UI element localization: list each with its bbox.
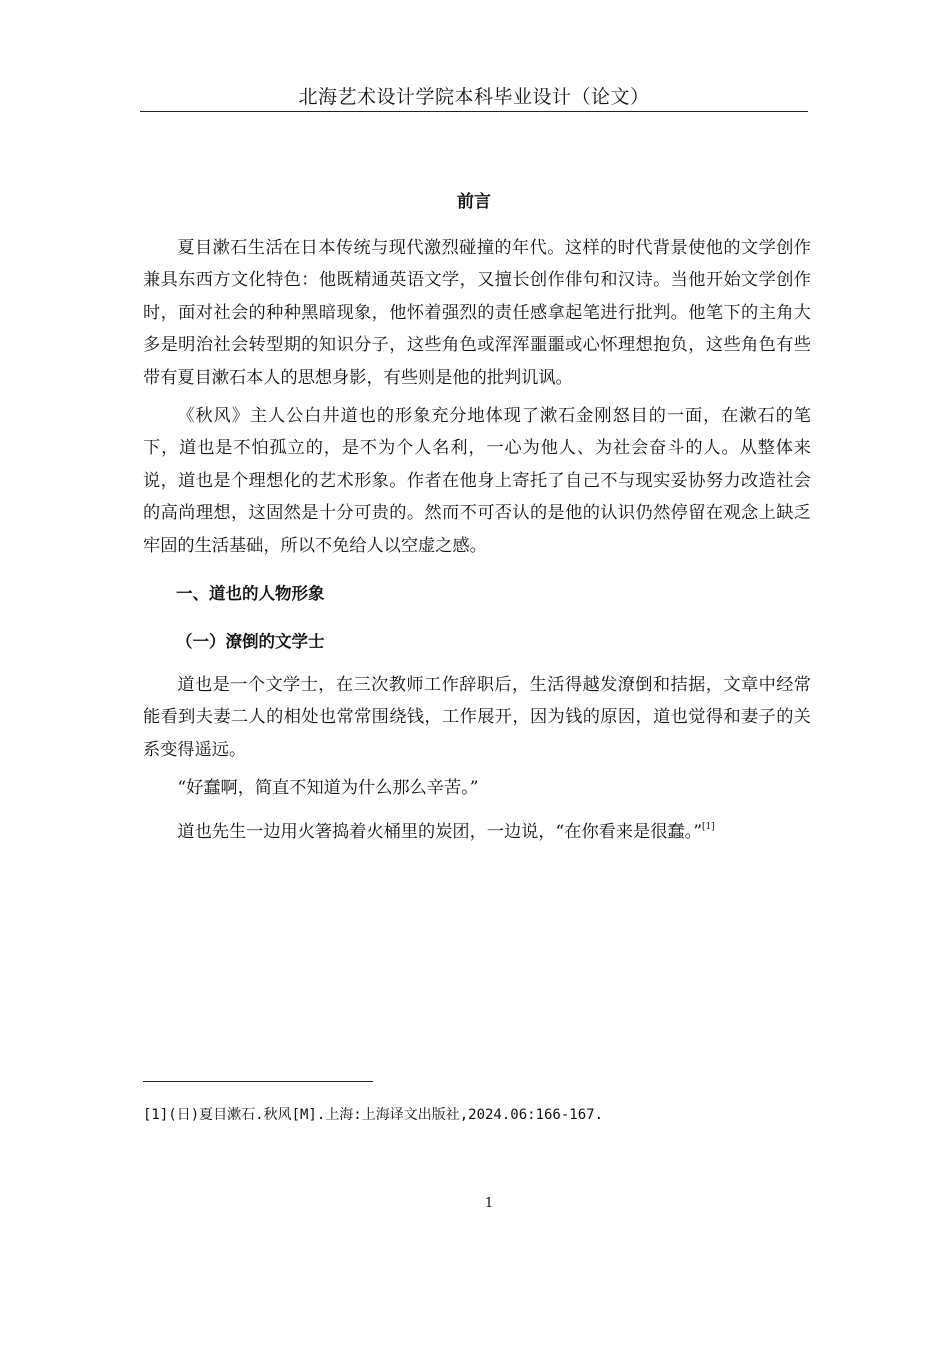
page-header: 北海艺术设计学院本科毕业设计（论文） <box>298 86 650 108</box>
paragraph: 道也是一个文学士，在三次教师工作辞职后，生活得越发潦倒和拮据，文章中经常能看到夫妻二人的相处也常常围绕钱，工作展开，因为钱的原因，道也觉得和妻子的关系变得遥远。 <box>143 674 811 760</box>
main-body <box>143 232 811 854</box>
page-number: 1 <box>484 1196 494 1211</box>
footnote-marker[interactable]: [1] <box>702 821 715 832</box>
page-title: 前言 <box>457 192 491 212</box>
footnote-rule <box>143 1081 373 1082</box>
subsection-heading: （一）潦倒的文学士 <box>176 632 325 652</box>
paragraph-with-footnote <box>143 811 811 848</box>
paragraph: 夏目漱石生活在日本传统与现代激烈碰撞的年代。这样的时代背景使他的文学创作兼具东西方文化特色：他既精通英语文学，又擅长创作俳句和汉诗。当他开始文学创作时，面对社会的种种黑暗现象，他怀着强烈的责任感拿起笔进行批判。他笔下的主角大多是明治社会转型期的知识分子，这些角色或浑浑噩噩或心怀理想抱负，这些角色有些带有夏目漱石本人的思想身影，有些则是他的批判讥讽。 <box>143 238 811 388</box>
header-rule <box>140 111 808 112</box>
quote-paragraph: “好蠢啊，简直不知道为什么那么辛苦。” <box>177 778 479 799</box>
paragraph-text: 道也先生一边用火箸捣着火桶里的炭团，一边说，“在你看来是很蠢。” <box>177 821 702 842</box>
footnote: [1](日)夏目漱石.秋风[M].上海:上海译文出版社,2024.06:166-167. <box>143 1107 604 1123</box>
section-heading: 一、道也的人物形象 <box>176 584 325 604</box>
paragraph: 《秋风》主人公白井道也的形象充分地体现了漱石金刚怒目的一面，在漱石的笔下，道也是不怕孤立的，是不为个人名利，一心为他人、为社会奋斗的人。从整体来说，道也是个理想化的艺术形象。作者在他身上寄托了自己不与现实妥协努力改造社会的高尚理想，这固然是十分可贵的。然而不可否认的是他的认识仍然停留在观念上缺乏牢固的生活基础，所以不免给人以空虚之感。 <box>143 406 811 556</box>
